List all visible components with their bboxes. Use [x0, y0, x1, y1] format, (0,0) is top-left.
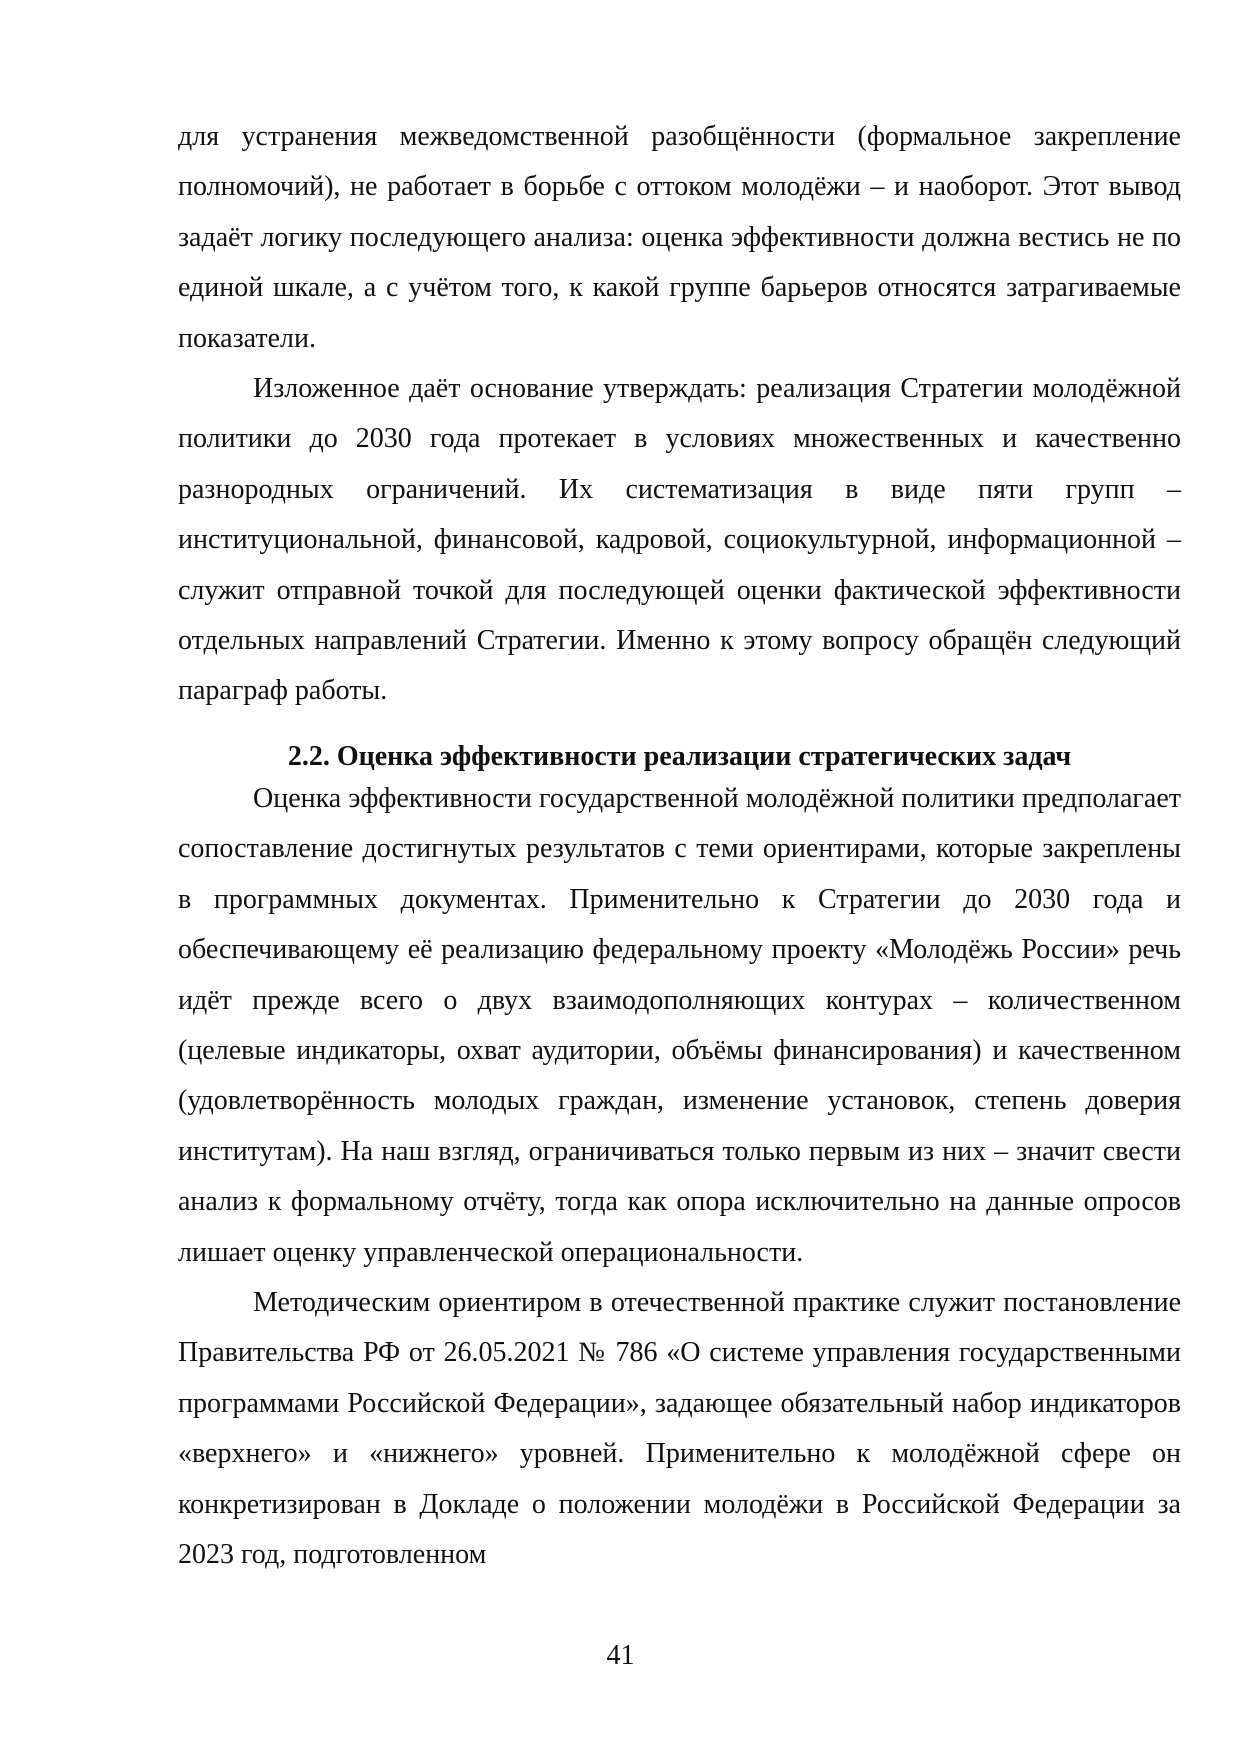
- body-paragraph: Методическим ориентиром в отечественной практике служит постановление Правительства РФ от 26.05.2021 № 786 «О системе управления государственными программами Российской Федерации», задающее обязательный набор индикаторов «верхнего» и «нижнего» уровней. Применительно к молодёжной сфере он конкретизирован в Докладе о положении молодёжи в Российской Федерации за 2023 год, подготовленном: [178, 1286, 1181, 1570]
- section-heading: 2.2. Оценка эффективности реализации стратегических задач: [287, 740, 1072, 772]
- body-paragraph: Оценка эффективности государственной молодёжной политики предполагает сопоставление достигнутых результатов с теми ориентирами, которые закреплены в программных документах. Применительно к Стратегии до 2030 года и обеспечивающему её реализацию федеральному проекту «Молодёжь России» речь идёт прежде всего о двух взаимодополняющих контурах – количественном (целевые индикаторы, охват аудитории, объёмы финансирования) и качественном (удовлетворённость молодых граждан, изменение установок, степень доверия институтам). На наш взгляд, ограничиваться только первым из них – значит свести анализ к формальному отчёту, тогда как опора исключительно на данные опросов лишает оценку управленческой операциональности.: [178, 782, 1181, 1268]
- body-paragraph: для устранения межведомственной разобщённости (формальное закрепление полномочий), не работает в борьбе с оттоком молодёжи – и наоборот. Этот вывод задаёт логику последующего анализа: оценка эффективности должна вестись не по единой шкале, а с учётом того, к какой группе барьеров относятся затрагиваемые показатели.: [178, 121, 1181, 354]
- body-paragraph: Изложенное даёт основание утверждать: реализация Стратегии молодёжной политики до 2030 года протекает в условиях множественных и качественно разнородных ограничений. Их систематизация в виде пяти групп – институциональной, финансовой, кадровой, социокультурной, информационной – служит отправной точкой для последующей оценки фактической эффективности отдельных направлений Стратегии. Именно к этому вопросу обращён следующий параграф работы.: [178, 373, 1181, 707]
- page-number: 41: [606, 1640, 635, 1671]
- document-page: [178, 112, 1181, 1580]
